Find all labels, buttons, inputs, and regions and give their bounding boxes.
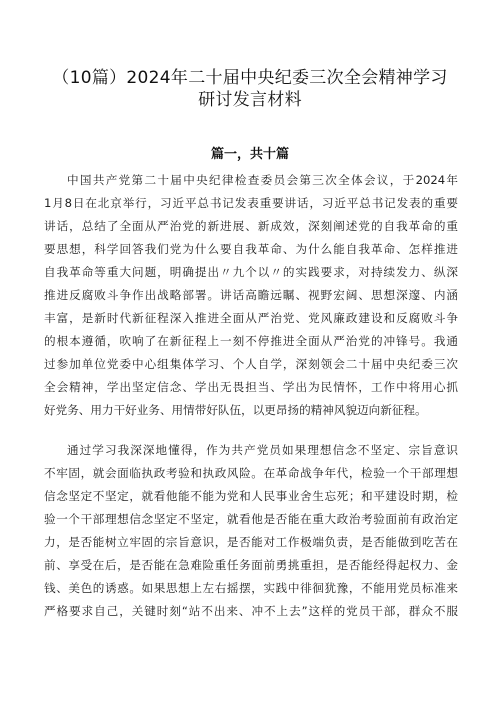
paragraph-line: 要思想，科学回答我们党为什么要自我革命、为什么能自我革命、怎样推进	[44, 242, 458, 256]
paragraph-line: 力，是否能树立牢固的宗旨意识，是否能对工作极端负责，是否能做到吃苦在	[44, 535, 458, 549]
paragraph-line: 好党务、用力干好业务、用情带好队伍，以更昂扬的精神风貌迈向新征程。	[44, 403, 427, 417]
paragraph-line: 的根本遵循，吹响了在新征程上一刻不停推进全面从严治党的冲锋号。我通	[44, 334, 458, 348]
paragraph-line: 不牢固，就会面临执政考验和执政风险。在革命战争年代，检验一个干部理想	[44, 466, 458, 480]
paragraph-line: 严格要求自己，关键时刻“站不出来、冲不上去”这样的党员干部，群众不服	[44, 604, 458, 618]
paragraph-line: 丰富，是新时代新征程深入推进全面从严治党、党风廉政建设和反腐败斗争	[44, 311, 458, 325]
paragraph-line: 全会精神，学出坚定信念、学出无畏担当、学出为民情怀，工作中将用心抓	[44, 380, 458, 394]
paragraph-line: 钱、美色的诱惑。如果思想上左右摇摆，实践中徘徊犹豫，不能用党员标准来	[44, 581, 458, 595]
paragraph-line: 验一个干部理想信念坚定不坚定，就看他是否能在重大政治考验面前有政治定	[44, 512, 458, 526]
paragraph-line: 讲话，总结了全面从严治党的新进展、新成效，深刻阐述党的自我革命的重	[44, 219, 458, 233]
paragraph-line: 前、享受在后，是否能在急难险重任务面前勇挑重担，是否能经得起权力、金	[44, 558, 458, 572]
document-title-line-2: 研讨发言材料	[198, 90, 302, 110]
paragraph-line: 过参加单位党委中心组集体学习、个人自学，深刻领会二十届中央纪委三次	[44, 357, 458, 371]
paragraph-line: 中国共产党第二十届中央纪律检查委员会第三次全体会议，于2024年	[67, 173, 458, 187]
document-title-line-1: （10篇）2024年二十届中央纪委三次全会精神学习	[52, 68, 448, 88]
paragraph-line: 信念坚定不坚定，就看他能不能为党和人民事业舍生忘死；和平建设时期，检	[44, 489, 458, 503]
section-heading: 篇一，共十篇	[210, 147, 289, 162]
paragraph-line: 自我革命等重大问题，明确提出〃九个以〃的实践要求，对持续发力、纵深	[44, 265, 458, 279]
paragraph-line: 通过学习我深深地懂得，作为共产党员如果理想信念不坚定、宗旨意识	[67, 443, 458, 457]
paragraph-line: 1月8日在北京举行，习近平总书记发表重要讲话，习近平总书记发表的重要	[44, 196, 458, 210]
paragraph-line: 推进反腐败斗争作出战略部署。讲话高瞻远瞩、视野宏阔、思想深邃、内涵	[44, 288, 458, 302]
